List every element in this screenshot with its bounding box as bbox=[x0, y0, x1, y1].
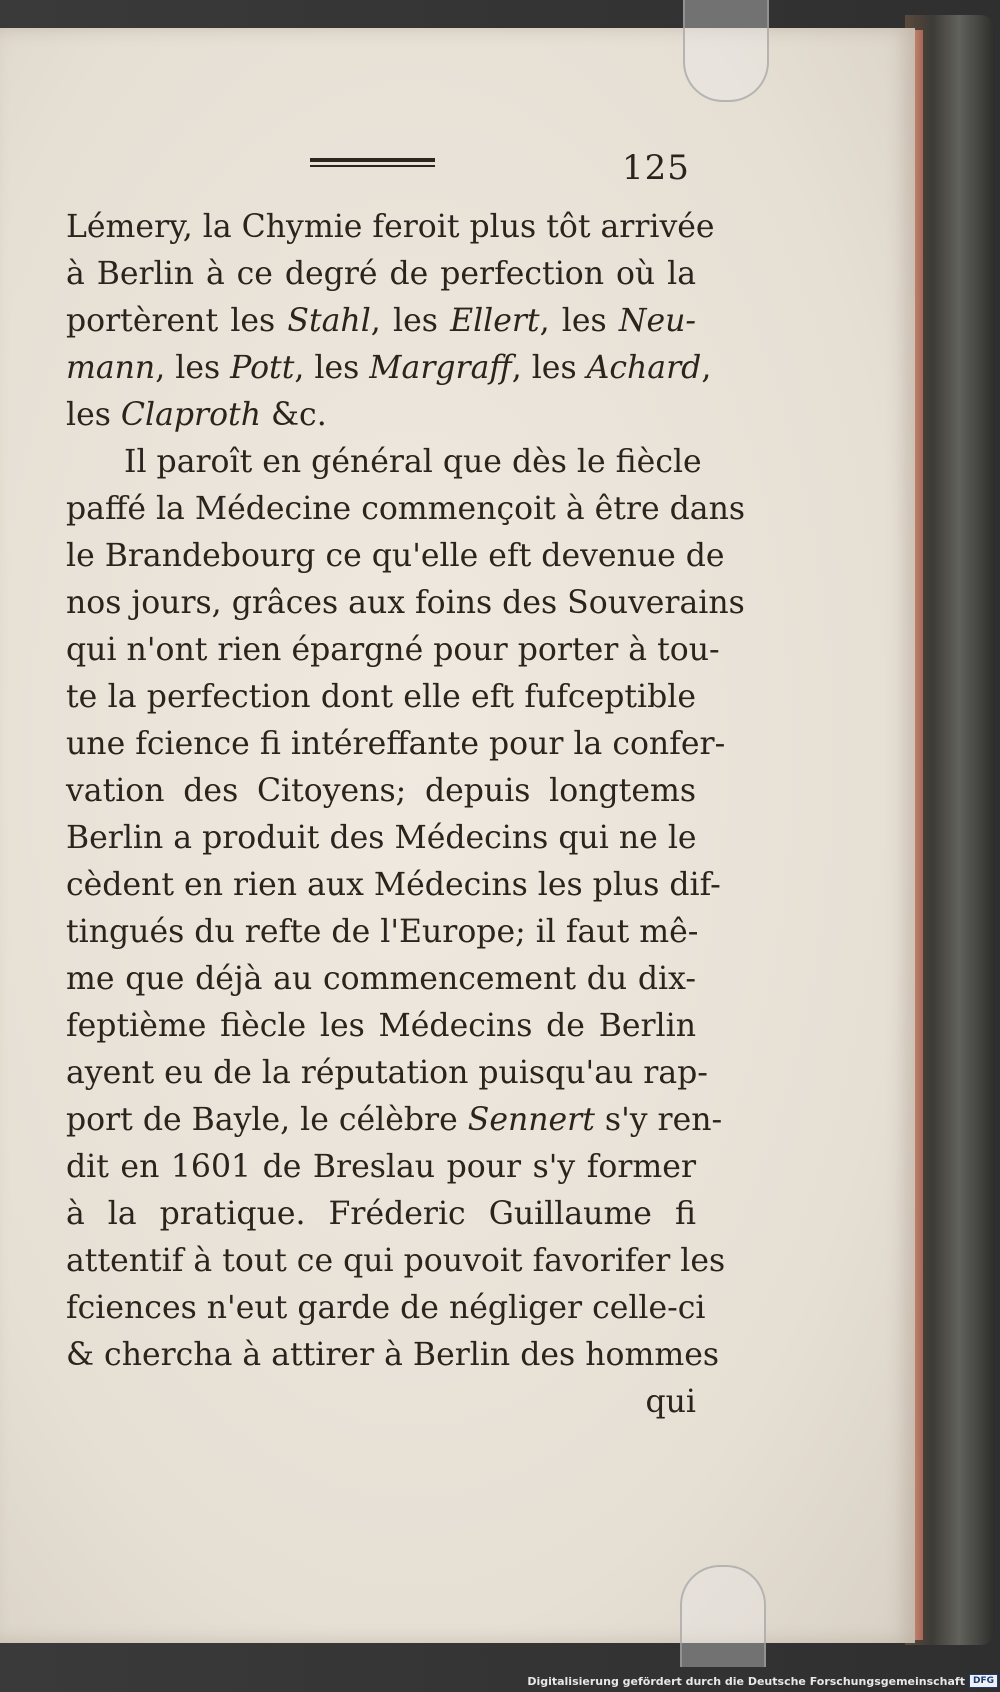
italic-name: Margraff bbox=[369, 350, 512, 386]
text-segment: tingués du refte de l'Europe; il faut mê- bbox=[66, 914, 699, 950]
credit-text: Digitalisierung gefördert durch die Deutsche Forschungsgemeinschaft bbox=[527, 1674, 965, 1688]
italic-name: Stahl bbox=[287, 303, 371, 339]
text-line bbox=[66, 1144, 696, 1191]
text-line bbox=[66, 815, 696, 862]
text-line bbox=[66, 909, 699, 956]
text-segment: cèdent en rien aux Médecins les plus dif- bbox=[66, 867, 721, 903]
body-text bbox=[66, 204, 746, 1426]
text-segment: , les bbox=[511, 350, 587, 386]
text-segment: dit en 1601 de Breslau pour s'y former bbox=[66, 1149, 696, 1185]
text-segment: Il paroît en général que dès le fiècle bbox=[124, 444, 702, 480]
text-line bbox=[66, 1097, 723, 1144]
text-line bbox=[66, 345, 712, 392]
italic-name: Neu- bbox=[618, 303, 697, 339]
text-line bbox=[66, 1285, 706, 1332]
italic-name: Sennert bbox=[467, 1102, 595, 1138]
text-line bbox=[66, 580, 745, 627]
text-segment: , bbox=[701, 350, 712, 386]
text-line bbox=[66, 1238, 726, 1285]
text-segment: portèrent les bbox=[66, 303, 288, 339]
text-line bbox=[66, 298, 696, 345]
text-segment: &c. bbox=[261, 397, 327, 433]
text-line bbox=[66, 1003, 696, 1050]
text-segment: me que déjà au commencement du dix- bbox=[66, 961, 696, 997]
text-line bbox=[66, 862, 721, 909]
text-segment: Berlin a produit des Médecins qui ne le bbox=[66, 820, 697, 856]
text-segment: à la pratique. Fréderic Guillaume fi bbox=[66, 1196, 696, 1232]
text-line bbox=[66, 204, 715, 251]
text-segment: attentif à tout ce qui pouvoit favorifer les bbox=[66, 1243, 726, 1279]
text-segment: Lémery, la Chymie feroit plus tôt arrivée bbox=[66, 209, 715, 245]
page-number: 125 bbox=[622, 148, 690, 188]
text-line bbox=[66, 1050, 708, 1097]
text-line bbox=[66, 1191, 696, 1238]
text-segment: ayent eu de la réputation puisqu'au rap- bbox=[66, 1055, 708, 1091]
text-segment: s'y ren- bbox=[594, 1102, 723, 1138]
text-segment: , les bbox=[370, 303, 451, 339]
text-line bbox=[66, 439, 702, 486]
text-segment: & chercha à attirer à Berlin des hommes bbox=[66, 1337, 720, 1373]
text-segment: paffé la Médecine commençoit à être dans bbox=[66, 491, 746, 527]
text-line bbox=[66, 1332, 720, 1379]
text-segment: qui n'ont rien épargné pour porter à tou- bbox=[66, 632, 720, 668]
text-line bbox=[66, 721, 726, 768]
page-clip-top bbox=[683, 0, 769, 102]
text-segment: les bbox=[66, 397, 121, 433]
text-segment: qui bbox=[645, 1384, 696, 1420]
text-line bbox=[66, 768, 696, 815]
text-segment: , les bbox=[155, 350, 231, 386]
header-ornament-rule bbox=[310, 158, 435, 168]
italic-name: Ellert bbox=[450, 303, 540, 339]
digitization-credit bbox=[527, 1674, 998, 1688]
dfg-logo: DFG bbox=[969, 1674, 998, 1688]
italic-name: Achard bbox=[586, 350, 702, 386]
text-segment: fciences n'eut garde de négliger celle-ci bbox=[66, 1290, 706, 1326]
text-line bbox=[66, 627, 720, 674]
italic-name: Claproth bbox=[120, 397, 261, 433]
text-segment: , les bbox=[539, 303, 619, 339]
text-line bbox=[66, 533, 725, 580]
text-line bbox=[66, 956, 696, 1003]
text-segment: port de Bayle, le célèbre bbox=[66, 1102, 468, 1138]
text-segment: te la perfection dont elle eft fufceptible bbox=[66, 679, 696, 715]
text-segment: vation des Citoyens; depuis longtems bbox=[66, 773, 696, 809]
text-line bbox=[66, 392, 696, 439]
text-line bbox=[66, 251, 696, 298]
italic-name: Pott bbox=[230, 350, 295, 386]
text-line bbox=[66, 674, 696, 721]
text-segment: à Berlin à ce degré de perfection où la bbox=[66, 256, 696, 292]
text-segment: le Brandebourg ce qu'elle eft devenue de bbox=[66, 538, 725, 574]
catchword bbox=[66, 1379, 696, 1426]
page-clip-bottom bbox=[680, 1565, 766, 1667]
text-segment: , les bbox=[294, 350, 370, 386]
text-segment: feptième fiècle les Médecins de Berlin bbox=[66, 1008, 696, 1044]
text-segment: une fcience fi intéreffante pour la confer- bbox=[66, 726, 726, 762]
text-segment: nos jours, grâces aux foins des Souverains bbox=[66, 585, 745, 621]
italic-name: mann bbox=[66, 350, 156, 386]
text-line bbox=[66, 486, 746, 533]
